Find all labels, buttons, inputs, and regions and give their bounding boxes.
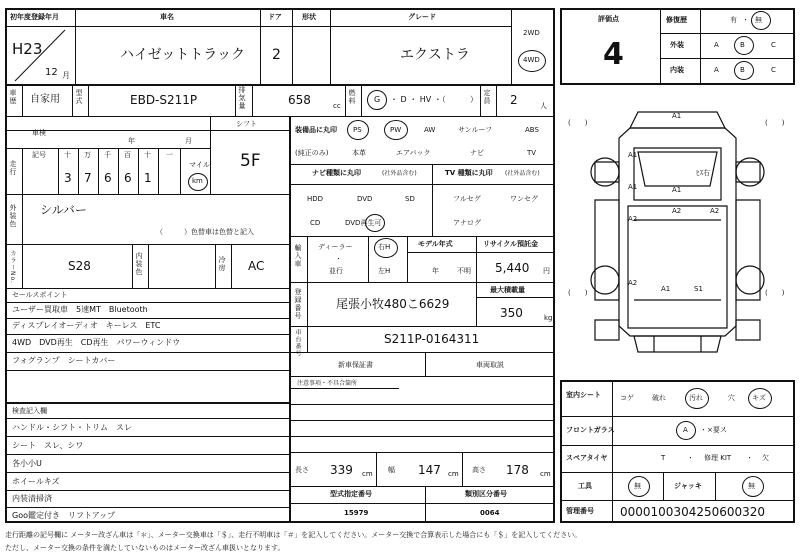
import-label: 輸入車 [294, 244, 302, 268]
navi-dvd-play: DVD再生可 [345, 219, 382, 227]
inspect-item-4: 内装清掃済 [12, 494, 52, 503]
seat-item-2: 汚れ [689, 394, 703, 402]
interior-a: A [714, 66, 719, 74]
mileage-label: 走行 [9, 160, 17, 176]
equip-sunroof: サンルーフ [458, 126, 493, 134]
mileage-digit-0: 3 [64, 171, 72, 185]
windshield-rest: ・×要ス [700, 426, 727, 434]
plate-label: 登録番号 [294, 288, 302, 320]
shape-header: 形状 [302, 13, 316, 21]
import-parallel: 並行 [329, 267, 343, 275]
width-label: 幅 [388, 466, 395, 474]
spare-t: T [661, 454, 666, 462]
inspection-label: 車検 [32, 129, 46, 137]
capacity-unit: 人 [540, 102, 547, 110]
car-name: ハイゼットトラック [120, 47, 246, 63]
sales-label: セールスポイント [12, 291, 68, 299]
score-label: 評価点 [598, 15, 619, 23]
footer-line-1: 走行距離の記号欄に メーター改ざん車は「＊」、メーター交換車は「＄」、走行不明車は「＃」を記入してください。メーター交換で合算表示した場合にも「＄」を記入してください。 [5, 531, 582, 539]
seat-item-1: 破れ [652, 394, 666, 402]
type-no: 15979 [344, 509, 369, 517]
repair-label: 修復歴 [666, 16, 687, 24]
interior-color-label: 内装色 [135, 252, 143, 276]
equip-label: 装備品に丸印 [295, 126, 337, 134]
damage-mark-3: A1 [672, 186, 682, 194]
interior-b: B [740, 66, 745, 74]
damage-mark-7: A2 [628, 279, 638, 287]
seat-label: 室内シート [566, 391, 601, 399]
door-header: ドア [268, 13, 282, 21]
bracket-br: ( ) [765, 289, 785, 297]
color-no: S28 [68, 259, 91, 273]
tv-oneseg: ワンセグ [510, 195, 538, 203]
type-no-label: 型式指定番号 [330, 490, 372, 498]
damage-mark-4: A2 [628, 215, 638, 223]
displacement: 658 [288, 93, 311, 107]
navi-cd: CD [310, 219, 321, 227]
mileage-unit-label: マイル [189, 161, 210, 169]
bracket-tr: ( ) [765, 119, 785, 127]
recycle: 5,440 [495, 261, 530, 275]
mileage-head-1: 万 [84, 151, 91, 159]
color: シルバー [40, 203, 87, 217]
navi-sd: SD [405, 195, 415, 203]
sales-point-0: ユーザー買取車 5速MT Bluetooth [12, 305, 148, 314]
repair-dot: ・ [742, 16, 749, 24]
inspection-year: 年 [128, 137, 135, 145]
class-no-label: 類別区分番号 [465, 490, 507, 498]
tv-label: TV 種類に丸印 [445, 169, 493, 177]
damage-mark-6: A2 [710, 207, 720, 215]
height: 178 [506, 463, 529, 477]
interior-c: C [771, 66, 776, 74]
mileage-digit-4: 1 [144, 171, 152, 185]
color-label: 外装色 [9, 204, 17, 228]
max-load: 350 [500, 306, 523, 320]
seat-item-0: コゲ [620, 394, 634, 402]
length-label: 長さ [295, 466, 309, 474]
manual2-label: 車両取説 [476, 361, 504, 369]
mileage-digit-3: 6 [124, 171, 132, 185]
import-dealer: ディーラー [318, 243, 353, 251]
damage-mark-9: S1 [694, 285, 703, 293]
damage-mark-10: ﾋｽ右 [696, 169, 710, 177]
mileage-head-5: 一 [166, 151, 173, 159]
mileage-unit: km [192, 177, 203, 185]
reg-era-year: H23 [12, 40, 43, 58]
recycle-label: リサイクル預託金 [483, 240, 539, 248]
equip-tv: TV [527, 149, 537, 157]
car-damage-diagram [560, 90, 795, 380]
model-label: 型式 [75, 89, 83, 105]
sales-point-1: ディスプレイオーディオ キーレス ETC [12, 321, 161, 330]
mileage-head-0: 十 [64, 151, 71, 159]
width-unit: cm [448, 470, 459, 478]
max-load-unit: kg [544, 314, 553, 322]
jack-label: ジャッキ [674, 482, 702, 490]
chassis: S211P-0164311 [384, 332, 480, 346]
damage-mark-2: A1 [628, 183, 638, 191]
spare-kit: 修理 KIT [704, 454, 732, 462]
mileage-note: 記号 [32, 151, 46, 159]
spare-missing: 欠 [762, 454, 769, 462]
exterior-b: B [740, 41, 745, 49]
fuel-rest: ・ D ・ HV ・（ ） [390, 95, 478, 104]
equip-airbag: エアバック [396, 149, 431, 157]
equip-abs: ABS [525, 126, 539, 134]
ac-label: 冷房 [218, 256, 226, 272]
damage-mark-8: A1 [661, 285, 671, 293]
sales-point-2: 4WD DVD再生 CD再生 パワーウィンドウ [12, 338, 181, 347]
tv-fullseg: フルセグ [453, 195, 481, 203]
car-name-header: 車名 [160, 13, 174, 21]
model: EBD-S211P [130, 93, 198, 107]
score: 4 [603, 37, 624, 72]
width: 147 [418, 463, 441, 477]
windshield-a: A [683, 426, 688, 434]
height-unit: cm [540, 470, 551, 478]
drive-2wd: 2WD [523, 29, 540, 37]
displacement-label: 排気量 [238, 86, 246, 110]
length: 339 [330, 463, 353, 477]
length-unit: cm [362, 470, 373, 478]
inspect-item-1: シート スレ、シワ [12, 441, 84, 450]
chassis-label: 車台番号 [294, 329, 301, 357]
color-no-label: カラーNo. [9, 250, 16, 284]
usage: 自家用 [30, 94, 60, 105]
mileage-head-4: 十 [144, 151, 151, 159]
equip-sub: (純正のみ) [295, 149, 329, 157]
import-dot: ・ [335, 255, 342, 263]
bracket-tl: ( ) [568, 119, 588, 127]
windshield-label: フロントガラス [566, 426, 615, 434]
tools-value: 無 [634, 482, 641, 490]
exterior-c: C [771, 41, 776, 49]
height-label: 高さ [472, 466, 486, 474]
grade-header: グレード [408, 13, 436, 21]
tv-sub: (社外品含む) [505, 170, 540, 177]
tv-analog: アナログ [453, 219, 481, 227]
inspect-label: 検査記入欄 [12, 407, 47, 415]
model-year-unknown: 不明 [457, 267, 471, 275]
capacity-label: 定員 [483, 89, 491, 105]
seat-item-4: キズ [752, 394, 766, 402]
mgmt-label: 管理番号 [566, 507, 594, 515]
inspection-month: 月 [185, 137, 192, 145]
mileage-head-3: 百 [124, 151, 131, 159]
manual-label: 新車保証書 [338, 361, 373, 369]
mgmt-no: 0000100304250600320 [620, 505, 766, 519]
tools-label: 工具 [578, 482, 592, 490]
navi-sub: (社外品含む) [382, 170, 417, 177]
color-note: （ ）色替車は色替と記入 [156, 228, 254, 236]
max-load-label: 最大積載量 [490, 286, 525, 294]
repair-yes: 有 [730, 16, 737, 24]
sales-point-3: フォグランプ シートカバー [12, 356, 116, 365]
inspect-item-2: 各小小U [12, 459, 42, 468]
exterior-a: A [714, 41, 719, 49]
spare-dot-1: ・ [687, 454, 694, 462]
spare-label: スペアタイヤ [566, 454, 608, 462]
equip-pw: PW [390, 126, 402, 134]
doors: 2 [272, 47, 281, 63]
repair-no: 無 [755, 16, 762, 24]
capacity: 2 [510, 93, 518, 107]
fuel-g: G [374, 95, 381, 104]
jack-value: 無 [748, 482, 755, 490]
recycle-unit: 円 [543, 267, 550, 275]
class-no: 0064 [480, 509, 500, 517]
reg-month: 12 [45, 67, 58, 78]
equip-aw: AW [424, 126, 436, 134]
drive-4wd: 4WD [523, 56, 540, 64]
notes-label: 注意事項・不具合箇所 [297, 380, 358, 387]
usage-label: 車歴 [9, 89, 17, 105]
model-year-label: モデル年式 [418, 240, 453, 248]
navi-label: ナビ種類に丸印 [312, 169, 361, 177]
inspect-item-5: Goo鑑定付き リフトアップ [12, 511, 116, 520]
navi-dvd: DVD [357, 195, 373, 203]
spare-dot-2: ・ [746, 454, 753, 462]
equip-navi: ナビ [470, 149, 484, 157]
plate: 尾張小牧480こ6629 [336, 297, 450, 311]
shift-label: シフト [236, 120, 257, 128]
interior-label: 内装 [670, 66, 684, 74]
footer-line-2: ただし、メーター交換の条件を満たしていないものはメーター改ざん車扱いとなります。 [5, 544, 285, 552]
inspect-item-0: ハンドル・シフト・トリム スレ [12, 423, 132, 432]
shift: 5F [240, 151, 261, 171]
navi-hdd: HDD [307, 195, 324, 203]
equip-ps: PS [353, 126, 362, 134]
steer-left: 左H [378, 267, 391, 275]
ac: AC [248, 259, 265, 273]
mileage-head-2: 千 [104, 151, 111, 159]
reg-month-unit: 月 [62, 71, 70, 80]
inspect-item-3: ホイールキズ [12, 477, 60, 486]
grade: エクストラ [400, 47, 470, 63]
reg-year-header: 初年度登録年月 [10, 13, 59, 21]
displacement-unit: cc [333, 102, 341, 110]
mileage-digit-2: 6 [104, 171, 112, 185]
damage-mark-5: A2 [672, 207, 682, 215]
equip-leather: 本革 [352, 149, 366, 157]
steer-right: 右H [378, 243, 391, 251]
damage-mark-0: A1 [672, 112, 682, 120]
model-year-year: 年 [432, 267, 439, 275]
damage-mark-1: A1 [628, 151, 638, 159]
fuel-label: 燃料 [348, 89, 356, 105]
seat-item-3: 穴 [728, 394, 735, 402]
exterior-label: 外装 [670, 41, 684, 49]
mileage-digit-1: 7 [84, 171, 92, 185]
bracket-bl: ( ) [568, 289, 588, 297]
